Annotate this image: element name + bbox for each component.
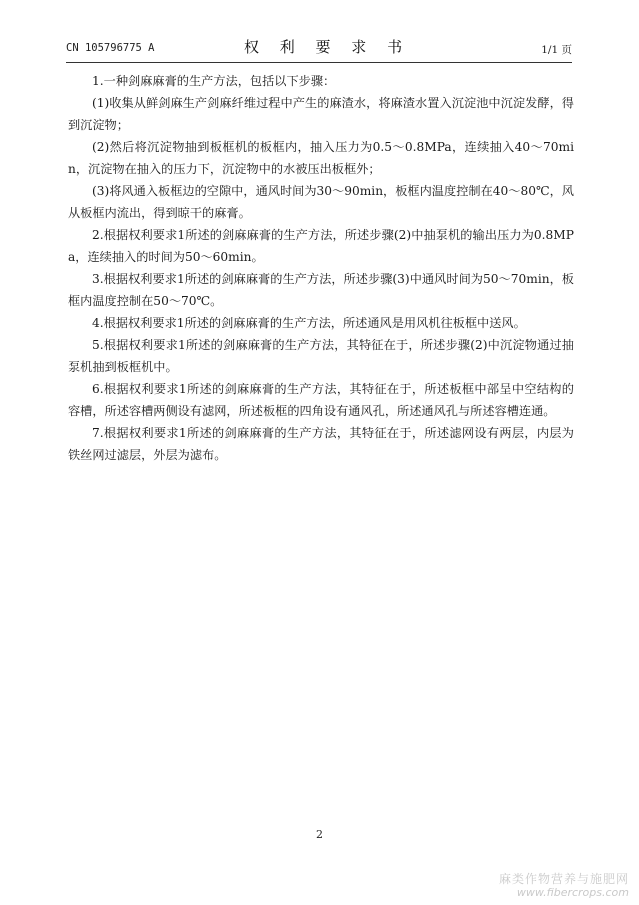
claim-1-step-3: (3)将风通入板框边的空隙中，通风时间为30～90min，板框内温度控制在40～80℃，风从板框内流出，得到晾干的麻膏。 — [68, 184, 574, 220]
page-number: 2 — [316, 828, 323, 841]
claim-2: 2.根据权利要求1所述的剑麻麻膏的生产方法，所述步骤(2)中抽泵机的输出压力为0.8MPa，连续抽入的时间为50～60min。 — [68, 228, 574, 264]
claim-7: 7.根据权利要求1所述的剑麻麻膏的生产方法，其特征在于，所述滤网设有两层，内层为铁丝网过滤层，外层为滤布。 — [68, 426, 574, 462]
claim-1-intro: 1.一种剑麻麻膏的生产方法，包括以下步骤： — [92, 74, 336, 88]
claims-body — [68, 70, 574, 466]
watermark-url: www.fibercrops.com — [516, 886, 629, 899]
watermark-text: 麻类作物营养与施肥网 — [498, 872, 629, 886]
document-title: 权 利 要 求 书 — [244, 38, 411, 56]
claim-6: 6.根据权利要求1所述的剑麻麻膏的生产方法，其特征在于，所述板框中部呈中空结构的容槽，所述容槽两侧设有滤网，所述板框的四角设有通风孔，所述通风孔与所述容槽连通。 — [68, 382, 574, 418]
page-header — [66, 36, 572, 60]
claim-1-step-2: (2)然后将沉淀物抽到板框机的板框内，抽入压力为0.5～0.8MPa，连续抽入40～70min，沉淀物在抽入的压力下，沉淀物中的水被压出板框外； — [68, 140, 574, 176]
page-count: 1/1 页 — [541, 44, 572, 56]
site-watermark — [499, 873, 629, 899]
header-divider — [66, 62, 572, 63]
claim-5: 5.根据权利要求1所述的剑麻麻膏的生产方法，其特征在于，所述步骤(2)中沉淀物通过抽泵机抽到板框机中。 — [68, 338, 574, 374]
claim-3: 3.根据权利要求1所述的剑麻麻膏的生产方法，所述步骤(3)中通风时间为50～70min，板框内温度控制在50～70℃。 — [68, 272, 574, 308]
publication-number: CN 105796775 A — [66, 42, 155, 54]
claim-4: 4.根据权利要求1所述的剑麻麻膏的生产方法，所述通风是用风机往板框中送风。 — [92, 316, 526, 330]
claim-1-step-1: (1)收集从鲜剑麻生产剑麻纤维过程中产生的麻渣水，将麻渣水置入沉淀池中沉淀发酵，得到沉淀物； — [68, 96, 574, 132]
